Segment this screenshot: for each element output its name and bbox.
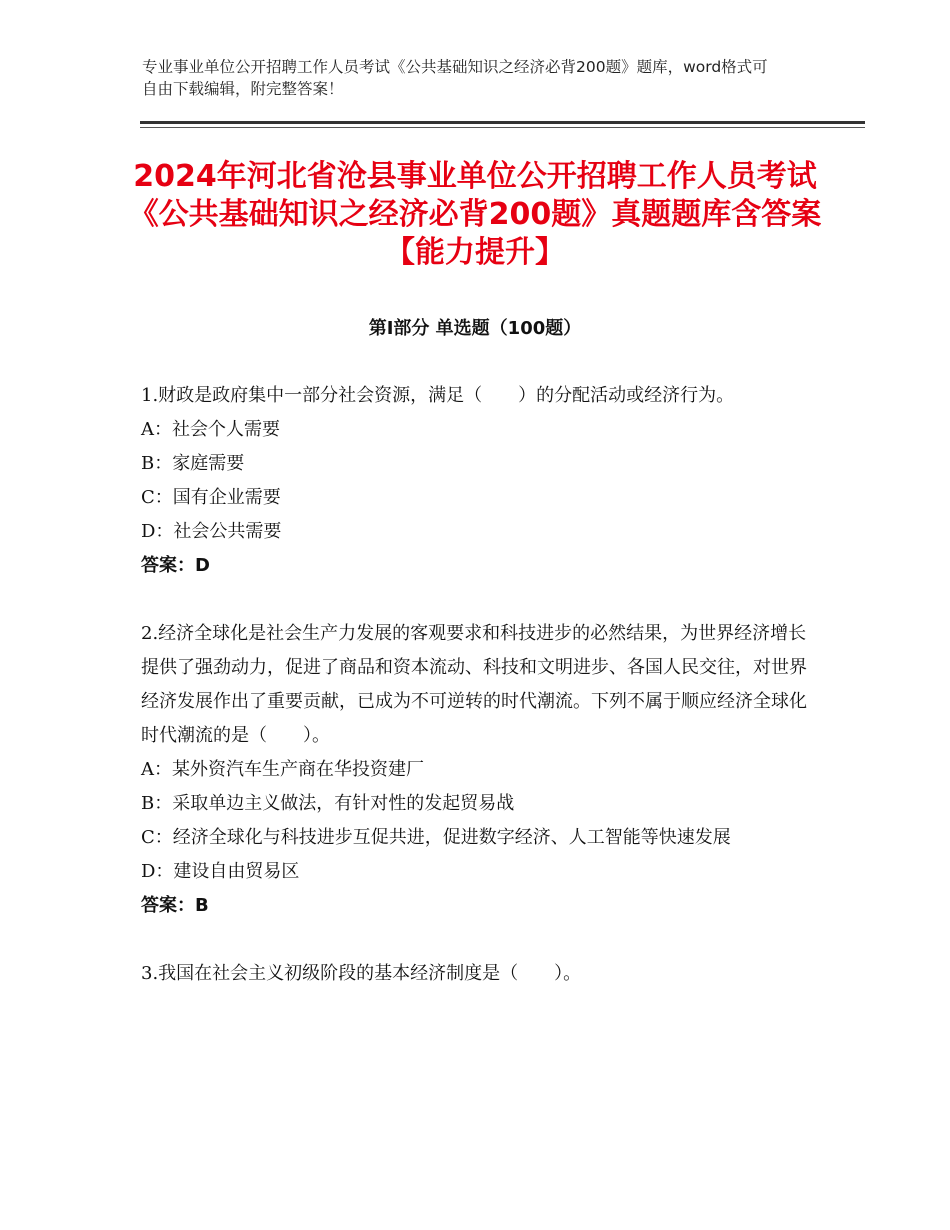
- question-1: [141, 379, 811, 583]
- option-b: B：采取单边主义做法，有针对性的发起贸易战: [141, 793, 515, 814]
- option-d: D：建设自由贸易区: [141, 861, 300, 882]
- answer: 答案：D: [141, 555, 210, 576]
- answer: 答案：B: [141, 895, 209, 916]
- question-stem: 3.我国在社会主义初级阶段的基本经济制度是（ ）。: [141, 963, 582, 984]
- option-c: C：经济全球化与科技进步互促共进，促进数字经济、人工智能等快速发展: [141, 827, 731, 848]
- option-c: C：国有企业需要: [141, 487, 281, 508]
- section-title: 第Ⅰ部分 单选题（100题）: [368, 318, 582, 339]
- question-2: [141, 617, 811, 923]
- header-rule-thin: [140, 127, 865, 128]
- option-a: A：某外资汽车生产商在华投资建厂: [141, 759, 424, 780]
- option-b: B：家庭需要: [141, 453, 245, 474]
- question-stem: 2.经济全球化是社会生产力发展的客观要求和科技进步的必然结果，为世界经济增长提供了强劲动力，促进了商品和资本流动、科技和文明进步、各国人民交往，对世界经济发展作出了重要贡献，已成为不可逆转的时代潮流。下列不属于顺应经济全球化时代潮流的是（ ）。: [141, 623, 807, 746]
- question-list: [141, 379, 811, 1025]
- question-stem: 1.财政是政府集中一部分社会资源，满足（ ）的分配活动或经济行为。: [141, 385, 735, 406]
- header-note: 专业事业单位公开招聘工作人员考试《公共基础知识之经济必背200题》题库，word格式可自由下载编辑，附完整答案！: [142, 58, 768, 98]
- option-d: D：社会公共需要: [141, 521, 282, 542]
- option-a: A：社会个人需要: [141, 419, 280, 440]
- header-rule-thick: [140, 121, 865, 124]
- question-3: [141, 957, 811, 991]
- document-title: 2024年河北省沧县事业单位公开招聘工作人员考试《公共基础知识之经济必背200题》真题题库含答案【能力提升】: [128, 159, 822, 270]
